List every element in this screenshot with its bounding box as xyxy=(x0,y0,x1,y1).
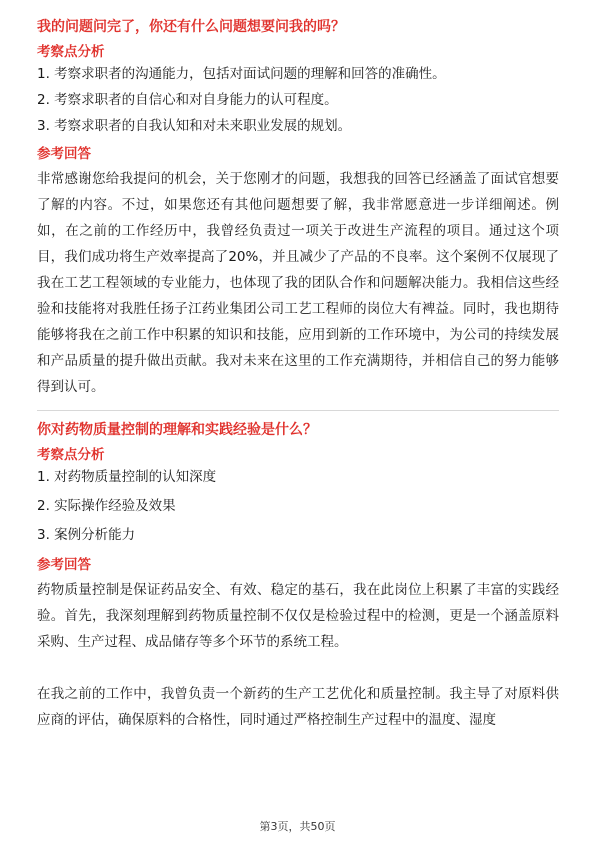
answer-paragraph: 在我之前的工作中，我曾负责一个新药的生产工艺优化和质量控制。我主导了对原料供应商的评估，确保原料的合格性，同时通过严格控制生产过程中的温度、湿度 xyxy=(37,686,559,728)
question-title: 你对药物质量控制的理解和实践经验是什么？ xyxy=(37,422,317,438)
answer-heading: 参考回答 xyxy=(37,557,91,573)
qa-section-2 xyxy=(37,419,559,733)
page-footer: 第3页，共50页 xyxy=(259,820,336,833)
analysis-point: 2. 实际操作经验及效果 xyxy=(37,498,176,514)
analysis-point: 2. 考察求职者的自信心和对自身能力的认可程度。 xyxy=(37,92,338,108)
analysis-heading: 考察点分析 xyxy=(37,44,105,60)
analysis-heading: 考察点分析 xyxy=(37,447,105,463)
answer-heading: 参考回答 xyxy=(37,146,91,162)
document-page xyxy=(37,16,559,733)
analysis-point: 3. 考察求职者的自我认知和对未来职业发展的规划。 xyxy=(37,118,352,134)
analysis-point: 3. 案例分析能力 xyxy=(37,527,136,543)
section-divider xyxy=(37,410,559,411)
answer-paragraph: 药物质量控制是保证药品安全、有效、稳定的基石，我在此岗位上积累了丰富的实践经验。首先，我深刻理解到药物质量控制不仅仅是检验过程中的检测，更是一个涵盖原料采购、生产过程、成品储存等多个环节的系统工程。 xyxy=(37,582,559,650)
analysis-point: 1. 考察求职者的沟通能力，包括对面试问题的理解和回答的准确性。 xyxy=(37,66,446,82)
analysis-point: 1. 对药物质量控制的认知深度 xyxy=(37,469,217,485)
question-title: 我的问题问完了，你还有什么问题想要问我的吗？ xyxy=(37,19,345,35)
answer-paragraph: 非常感谢您给我提问的机会，关于您刚才的问题，我想我的回答已经涵盖了面试官想要了解的内容。不过，如果您还有其他问题想要了解，我非常愿意进一步详细阐述。例如，在之前的工作经历中，我曾经负责过一项关于改进生产流程的项目。通过这个项目，我们成功将生产效率提高了20%，并且减少了产品的不良率。这个案例不仅展现了我在工艺工程领域的专业能力，也体现了我的团队合作和问题解决能力。我相信这些经验和技能将对我胜任扬子江药业集团公司工艺工程师的岗位大有裨益。同时，我也期待能够将我在之前工作中积累的知识和技能，应用到新的工作环境中，为公司的持续发展和产品质量的提升做出贡献。我对未来在这里的工作充满期待，并相信自己的努力能够得到认可。 xyxy=(37,171,559,395)
qa-section-1 xyxy=(37,16,559,400)
